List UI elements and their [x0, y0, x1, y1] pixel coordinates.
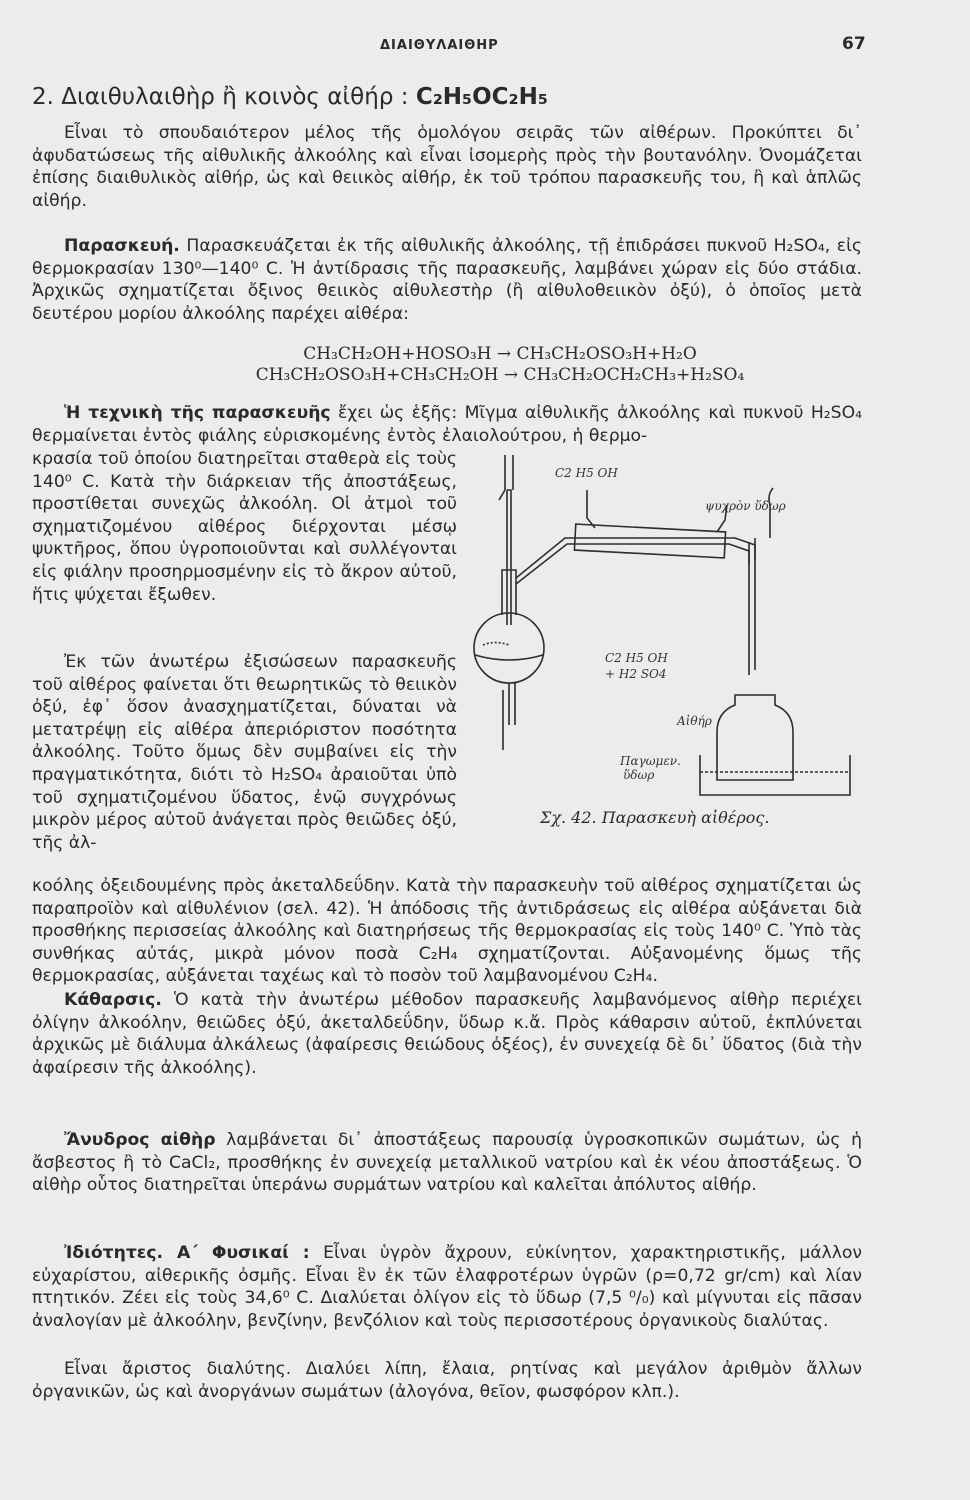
properties-heading: Ἰδιότητες. Α΄ Φυσικαί : [64, 1243, 310, 1263]
ice-water-label-2: ὕδωρ [623, 768, 655, 782]
section-formula: C₂H₅OC₂H₅ [415, 84, 548, 110]
flask-stem [503, 683, 515, 750]
technique-line: ἔχει ὡς ἑξῆς: Μῖγμα αἰθυλικῆς ἀλκοόλης καὶ πυκνοῦ H₂SO₄ θερμαίνεται ἐντὸς φιάλης εὑρισκομένης ἐντὸς ἐλαιολούτρου, ἡ θερμο- [32, 403, 862, 446]
cold-water-label: ψυχρὸν ὕδωρ [705, 499, 786, 513]
intro-paragraph: Εἶναι τὸ σπουδαιότερον μέλος τῆς ὁμολόγου σειρᾶς τῶν αἰθέρων. Προκύπτει δι᾽ ἀφυδατώσεως τῆς αἰθυλικῆς ἀλκοόλης καὶ εἶναι ἰσομερὴς πρὸς τὴν βουτανόλην. Ὀνομάζεται ἐπίσης διαιθυλικὸς αἰθήρ, ὡς καὶ θειικὸς αἰθήρ, ἐκ τοῦ τρόπου παρασκευῆς του, ἢ καὶ ἁπλῶς αἰθήρ. [32, 123, 862, 211]
section-title-text: 2. Διαιθυλαιθὴρ ἢ κοινὸς αἰθήρ : [32, 84, 409, 110]
ice-water-bath [700, 755, 850, 795]
cold-water-inlet [769, 488, 773, 538]
flask-liquid [475, 655, 543, 660]
page-number: 67 [842, 34, 866, 54]
properties-paragraph [32, 1242, 862, 1332]
flask-neck [502, 570, 516, 615]
technique-paragraph: κρασία τοῦ ὁποίου διατηρεῖται σταθερὰ εἰς τοὺς 140⁰ C. Κατὰ τὴν διάρκειαν τῆς ἀποστάξεως, προστίθεται συνεχῶς ἀλκοόλη. Οἱ ἀτμοὶ τοῦ σχηματιζομένου αἰθέρος διέρχονται μέσῳ ψυκτῆρος, ὅπου ὑγροποιοῦνται καὶ συλλέγονται εἰς φιάλην προσηρμοσμένην εἰς τὸ ἄκρον αὐτοῦ, ἥτις ψύχεται ἔξωθεν. [32, 449, 457, 605]
purification-paragraph [32, 989, 862, 1079]
page-header [0, 34, 970, 58]
purification-heading: Κάθαρσις. [64, 990, 162, 1010]
dropping-funnel [505, 455, 513, 490]
preparation-text: Παρασκευάζεται ἐκ τῆς αἰθυλικῆς ἀλκοόλης, τῇ ἐπιδράσει πυκνοῦ H₂SO₄, εἰς θερμοκρασίαν 130⁰—140⁰ C. Ἡ ἀντίδρασις τῆς παρασκευῆς, λαμβάνει χώραν εἰς δύο στάδια. Ἀρχικῶς σχηματίζεται ὄξινος θειικὸς αἰθυλεστὴρ (ἢ αἰθυλοθειικὸν ὀξύ), ὁ ὁποῖος μετὰ δευτέρου μορίου ἀλκοόλης παρέχει αἰθέρα: [32, 236, 862, 324]
equation-1: CH₃CH₂OH+HOSO₃H → CH₃CH₂OSO₃H+H₂O [303, 344, 697, 364]
solvent-paragraph: Εἶναι ἄριστος διαλύτης. Διαλύει λίπη, ἔλαια, ρητίνας καὶ μεγάλον ἀριθμὸν ἄλλων ὀργανικῶν, ὡς καὶ ἀνοργάνων σωμάτων (ἀλογόνα, θεῖον, φωσφόρον κλπ.). [32, 1359, 862, 1402]
equation-2: CH₃CH₂OSO₃H+CH₃CH₂OH → CH₃CH₂OCH₂CH₃+H₂SO₄ [255, 365, 745, 385]
running-title: ΔΙΑΙΘΥΛΑΙΘΗΡ [380, 38, 499, 53]
anhydrous-paragraph [32, 1129, 862, 1197]
mixture-label-2: + H2 SO4 [605, 667, 667, 681]
funnel-tube [507, 490, 511, 625]
condenser-jacket [574, 524, 725, 558]
mixture-label-1: C2 H5 OH [605, 651, 668, 665]
receiver-tube [749, 538, 755, 675]
section-title [32, 84, 548, 110]
equations-note-continued: κοόλης ὀξειδουμένης πρὸς ἀκεταλδεΰδην. Κατὰ τὴν παρασκευὴν τοῦ αἰθέρος σχηματίζεται ὡς παραπροϊὸν καὶ αἰθυλένιον (σελ. 42). Ἡ ἀπόδοσις τῆς ἀντιδράσεως εἰς αἰθέρα αὐξάνεται διὰ προσθήκης περισσείας ἀλκοόλης καὶ διατηρήσεως τῆς θερμοκρασίας εἰς τοὺς 140⁰ C. Ὑπὸ τὰς συνθήκας αὐτάς, μικρὰ μόνον ποσὰ C₂H₄ σχηματίζονται. Αὐξανομένης ὅμως τῆς θερμοκρασίας, αὐξάνεται ταχέως καὶ τὸ ποσὸν τοῦ λαμβανομένου C₂H₄. [32, 876, 862, 987]
round-flask [474, 613, 544, 683]
anhydrous-text: λαμβάνεται δι᾽ ἀποστάξεως παρουσίᾳ ὑγροσκοπικῶν σωμάτων, ὡς ἡ ἄσβεστος ἢ τὸ CaCl₂, προσθήκης ἐν συνεχείᾳ μεταλλικοῦ νατρίου καὶ ἐκ νέου ἀποστάξεως. Ὁ αἰθὴρ οὗτος διατηρεῖται ὑπεράνω συρμάτων νατρίου καὶ καλεῖται ἀπόλυτος αἰθήρ. [32, 1130, 862, 1196]
funnel-tap [499, 490, 505, 500]
properties-text: Εἶναι ὑγρὸν ἄχρουν, εὐκίνητον, χαρακτηριστικῆς, μάλλον εὐχαρίστου, αἰθερικῆς ὀσμῆς. Εἶναι ἓν ἐκ τῶν ἐλαφροτέρων ὑγρῶν (ρ=0,72 gr/cm) καὶ λίαν πτητικόν. Ζέει εἰς τοὺς 34,6⁰ C. Διαλύεται ὀλίγον εἰς τὸ ὕδωρ (7,5 ⁰/₀) καὶ μίγνυται εἰς πᾶσαν ἀναλογίαν μὲ ἀλκοόλην, βενζίνην, βενζόλιον καὶ τοὺς περισσοτέρους ὀργανικοὺς διαλύτας. [32, 1243, 862, 1331]
alcohol-label: C2 H5 OH [555, 466, 618, 480]
receiver-bottle [717, 695, 793, 780]
preparation-heading: Παρασκευή. [64, 236, 180, 256]
equations-note-paragraph: Ἐκ τῶν ἀνωτέρω ἐξισώσεων παρασκευῆς τοῦ αἰθέρος φαίνεται ὅτι θεωρητικῶς τὸ θειικὸν ὀξύ, ἐφ᾽ ὅσον ἀνασχηματίζεται, δύναται νὰ μετατρέψῃ εἰς αἰθέρα ἀπεριόριστον ποσότητα ἀλκοόλης. Τοῦτο ὅμως δὲν συμβαίνει εἰς τὴν πραγματικότητα, διότι τὸ H₂SO₄ ἀραιοῦται ὑπὸ τοῦ σχηματιζομένου ὕδατος, ἐνῷ συγχρόνως μικρὸν μέρος αὐτοῦ ἀνάγεται πρὸς θειῶδες ὀξύ, τῆς ἀλ- [32, 652, 457, 853]
distillation-apparatus-figure [455, 450, 875, 830]
anhydrous-heading: Ἄνυδρος αἰθὴρ [64, 1130, 216, 1150]
ice-water-label-1: Παγωμεν. [620, 754, 681, 768]
ether-label: Αἰθήρ [677, 714, 712, 728]
preparation-paragraph [32, 235, 862, 325]
technique-intro [32, 402, 862, 447]
technique-heading: Ἡ τεχνικὴ τῆς παρασκευῆς [64, 403, 331, 423]
purification-text: Ὁ κατὰ τὴν ἀνωτέρω μέθοδον παρασκευῆς λαμβανόμενος αἰθὴρ περιέχει ὀλίγην ἀλκοόλην, θειῶδες ὀξύ, ἀκεταλδεΰδην, ὕδωρ κ.ἄ. Πρὸς κάθαρσιν αὐτοῦ, ἐκπλύνεται ἀρχικῶς μὲ διάλυμα ἀλκάλεως (ἀφαίρεσις θειώδους ὀξέος), ἐν συνεχείᾳ δὲ δι᾽ ὕδατος (διὰ τὴν ἀφαίρεσιν τῆς ἀλκοόλης). [32, 990, 862, 1078]
figure-caption: Σχ. 42. Παρασκευὴ αἰθέρος. [540, 808, 770, 827]
